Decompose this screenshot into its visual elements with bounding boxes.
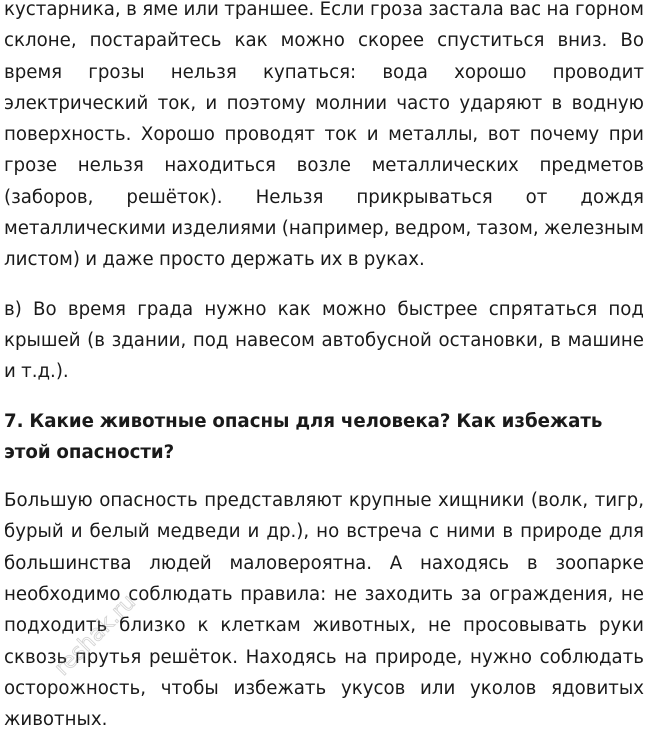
document-page — [4, 0, 644, 736]
watermark-text: reshak.ru — [49, 589, 141, 681]
paragraph-thunderstorm: кустарника, в яме или траншее. Если гроза застала вас на горном склоне, постарайтесь как можно скорее спуститься вниз. Во время грозы нельзя купаться: вода хорошо проводит электрический ток, и поэтому молнии часто ударяют в водную поверхность. Хорошо проводят ток и металлы, вот почему при грозе нельзя находиться возле металлических предметов (заборов, решёток). Нельзя прикрываться от дождя металлическими изделиями (например, ведром, тазом, железным листом) и даже просто держать их в руках. — [4, 0, 644, 271]
paragraph-animals: Большую опасность представляют крупные хищники (волк, тигр, бурый и белый медведи и др.), но встреча с ними в природе для большинства людей маловероятна. А находясь в зоопарке необходимо соблюдать правила: не заходить за ограждения, не подходить близко к клеткам животных, не просовывать руки сквозь прутья решёток. Находясь на природе, нужно соблюдать осторожность, чтобы избежать укусов или уколов ядовитых животных. — [4, 490, 644, 731]
question-heading: 7. Какие животные опасны для человека? Как избежать этой опасности? — [4, 410, 603, 463]
paragraph-hail: в) Во время града нужно как можно быстрее спрятаться под крышей (в здании, под навесом автобусной остановки, в машине и т.д.). — [4, 298, 644, 383]
